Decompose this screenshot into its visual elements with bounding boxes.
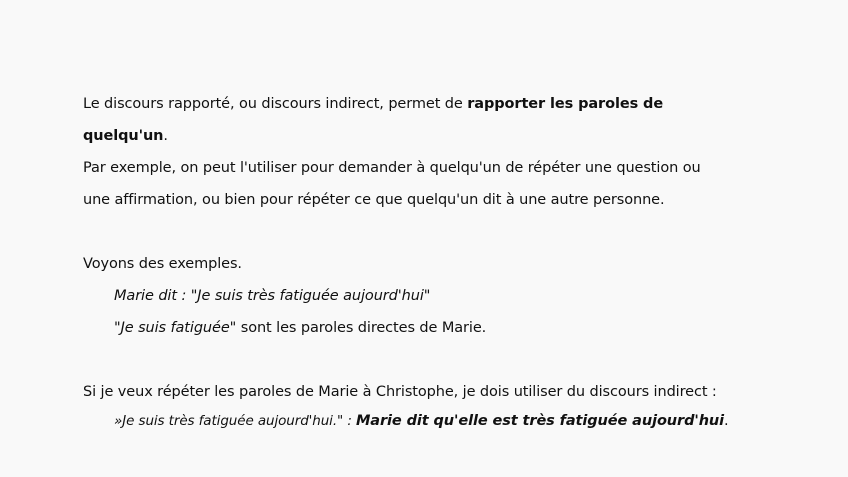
example-direct-speech bbox=[114, 288, 430, 304]
example-quoted-words: "Je suis fatiguée" bbox=[114, 320, 237, 336]
indirect-quote: »Je suis très fatiguée aujourd'hui." : bbox=[114, 413, 356, 429]
example-explanation-line-2: une affirmation, ou bien pour répéter ce que quelqu'un dit à une autre personne. bbox=[83, 192, 665, 208]
intro-period: . bbox=[163, 128, 168, 144]
example-quote: Marie dit : "Je suis très fatiguée aujourd'hui" bbox=[114, 288, 431, 304]
intro-line-1 bbox=[83, 96, 663, 112]
example-explanation-line-1: Par exemple, on peut l'utiliser pour demander à quelqu'un de répéter une question ou bbox=[83, 160, 701, 176]
indirect-period: . bbox=[724, 413, 729, 429]
examples-heading: Voyons des exemples. bbox=[83, 256, 242, 272]
intro-bold-phrase: rapporter les paroles de bbox=[467, 96, 664, 112]
intro-bold-word: quelqu'un bbox=[83, 128, 164, 144]
indirect-answer: Marie dit qu'elle est très fatiguée aujourd'hui bbox=[355, 413, 725, 429]
example-explanation: sont les paroles directes de Marie. bbox=[236, 320, 487, 336]
intro-line-2 bbox=[83, 128, 168, 144]
intro-text: Le discours rapporté, ou discours indirect, permet de bbox=[83, 96, 468, 112]
example-direct-words bbox=[114, 320, 486, 336]
indirect-speech-intro: Si je veux répéter les paroles de Marie à Christophe, je dois utiliser du discours indirect : bbox=[83, 384, 717, 400]
indirect-speech-example bbox=[114, 413, 729, 429]
